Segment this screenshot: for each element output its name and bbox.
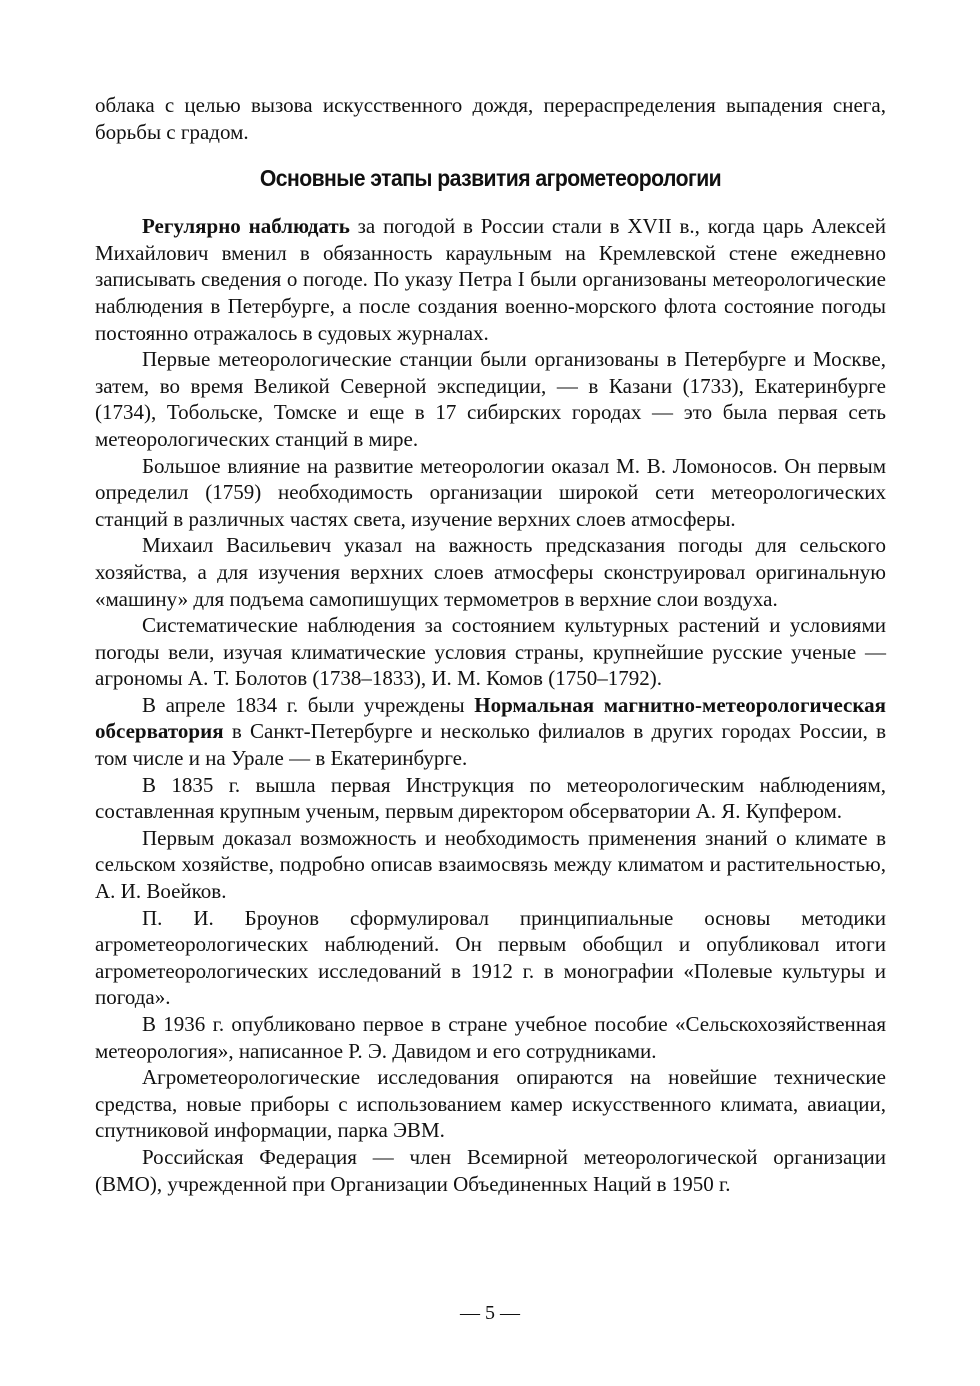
paragraph-systematic-observations: Систематические наблюдения за состоянием культурных растений и условиями погоды вели, изучая климатические условия страны, крупнейшие русские ученые — агрономы А. Т. Болотов (1738–1833), И. М. Комов (1750–1792). — [95, 613, 886, 691]
bold-term: Регулярно наблюдать — [142, 214, 350, 239]
paragraph-observatory — [95, 692, 886, 772]
bold-term: Нормальная магнитно-метеорологическая обсерватория — [95, 692, 886, 744]
paragraph-modern-research: Агрометеорологические исследования опираются на новейшие технические средства, новые приборы с использованием камер искусственного климата, авиации, спутниковой информации, парка ЭВМ. — [95, 1065, 886, 1143]
page-body — [95, 92, 886, 1197]
paragraph-voeikov: Первым доказал возможность и необходимость применения знаний о климате в сельском хозяйстве, подробно описав взаимосвязь между климатом и растительностью, А. И. Воейков. — [95, 825, 886, 904]
intro-paragraph: облака с целью вызова искусственного дождя, перераспределения выпадения снега, борьбы с градом. — [95, 93, 886, 144]
paragraph-text: В апреле 1834 г. были учреждены — [142, 692, 475, 717]
paragraph-mikhail-vasilievich: Михаил Васильевич указал на важность предсказания погоды для сельского хозяйства, а для изучения верхних слоев атмосферы сконструировал оригинальную «машину» для подъема самопишущих термометров в верхние слои воздуха. — [95, 533, 886, 611]
paragraph-text: за погодой в России стали в XVII в., когда царь Алексей Михайлович вменил в обязанность караульным на Кремлевской стене ежедневно записывать сведения о погоде. По указу Петра I были организованы метеорологические наблюдения в Петербурге, а после создания военно-морского флота состояние погоды постоянно отражалось в судовых журналах. — [95, 214, 886, 345]
paragraph-text: в Санкт-Петербурге и несколько филиалов в других городах России, в том числе и на Урале — в Екатеринбурге. — [95, 719, 886, 771]
page-number: — 5 — — [460, 1302, 520, 1324]
paragraph-first-stations: Первые метеорологические станции были организованы в Петербурге и Москве, затем, во время Великой Северной экспедиции, — в Казани (1733), Екатеринбурге (1734), Тобольске, Томске и еще в 17 сибирских городах — это была первая сеть метеорологических станций в мире. — [95, 347, 886, 451]
paragraph-lomonosov: Большое влияние на развитие метеорологии оказал М. В. Ломоносов. Он первым определил (1759) необходимость организации широкой сети метеорологических станций в различных частях света, изучение верхних слоев атмосферы. — [95, 453, 886, 531]
paragraph-brounov: П. И. Броунов сформулировал принципиальные основы методики агрометеорологических наблюдений. Он первым обобщил и опубликовал итоги агрометеорологических исследований в 1912 г. в монографии «Полевые культуры и погода». — [95, 905, 886, 1010]
paragraph-textbook-1936: В 1936 г. опубликовано первое в стране учебное пособие «Сельскохозяйственная метеорология», написанное Р. Э. Давидом и его сотрудниками. — [95, 1012, 886, 1063]
paragraph-wmo: Российская Федерация — член Всемирной метеорологической организации (ВМО), учрежденной при Организации Объединенных Наций в 1950 г. — [95, 1144, 886, 1196]
paragraph-instruction-1835: В 1835 г. вышла первая Инструкция по метеорологическим наблюдениям, составленная крупным ученым, первым директором обсерватории А. Я. Купфером. — [95, 772, 886, 824]
paragraph-regular-observations — [95, 213, 886, 346]
section-heading: Основные этапы развития агрометеорологии — [259, 165, 722, 192]
